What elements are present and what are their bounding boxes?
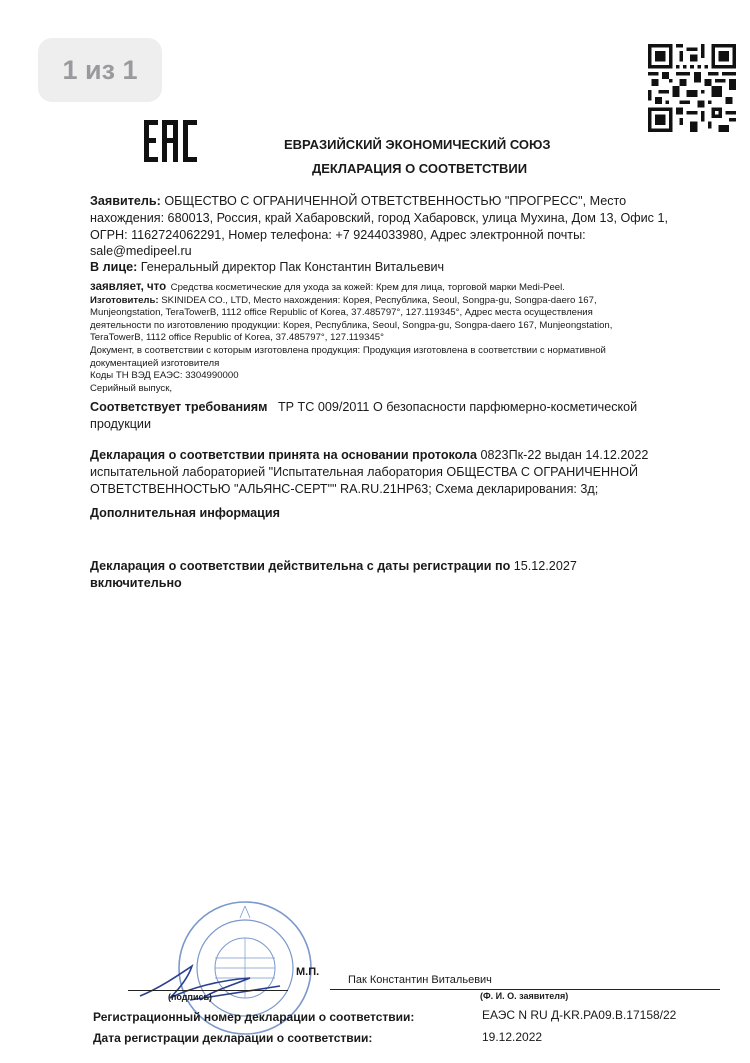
qr-code: [648, 44, 736, 132]
registration-number-label: Регистрационный номер декларации о соответствии:: [93, 1010, 415, 1024]
applicant-line: ОГРН: 1162724062291, Номер телефона: +7 9244033980, Адрес электронной почты:: [90, 227, 586, 242]
eac-logo: [142, 118, 200, 164]
document-title: ДЕКЛАРАЦИЯ О СООТВЕТСТВИИ: [312, 161, 528, 176]
conforms-block: [90, 399, 730, 433]
registration-number: ЕАЭС N RU Д-KR.PA09.B.17158/22: [482, 1008, 677, 1022]
manufacturer-label: Изготовитель:: [90, 294, 159, 306]
validity-label: Декларация о соответствии действительна с даты регистрации по: [90, 559, 511, 573]
name-caption: (Ф. И. О. заявителя): [480, 991, 569, 1001]
manufacturer-line: Munjeongstation, TeraTowerB, 1112 office Republic of Korea, 37.485797°, 127.119345°, Адрес места осуществления: [90, 307, 593, 319]
representative-text: Генеральный директор Пак Константин Витальевич: [140, 260, 445, 274]
applicant-name: Пак Константин Витальевич: [348, 974, 492, 986]
name-line: [330, 989, 720, 990]
manufacturer-line: деятельности по изготовлению продукции: Корея, Республика, Seoul, Songpa-gu, Songpa-daero 167, Munjeongstation,: [90, 319, 613, 331]
seal-place-label: М.П.: [296, 966, 320, 978]
basis-label: Декларация о соответствии принята на основании протокола: [90, 448, 478, 462]
validity-tail: включительно: [90, 575, 182, 590]
representative: [90, 259, 444, 276]
basis-block: [90, 447, 730, 497]
declares-label: заявляет, что: [90, 281, 167, 293]
declares-block: [90, 279, 730, 395]
signature-line: [128, 990, 288, 991]
registration-date: 19.12.2022: [482, 1030, 543, 1044]
applicant-label: Заявитель:: [90, 194, 161, 208]
manufacturer-line: SKINIDEA CO., LTD, Место нахождения: Корея, Республика, Seoul, Songpa-gu, Songpa-daero 167,: [161, 294, 597, 306]
conforms-standard: ТР ТС 009/2011 О безопасности парфюмерно-косметической: [277, 400, 638, 414]
union-title: ЕВРАЗИЙСКИЙ ЭКОНОМИЧЕСКИЙ СОЮЗ: [284, 137, 551, 152]
signature: [130, 958, 310, 1008]
registration-date-label: Дата регистрации декларации о соответствии:: [93, 1031, 373, 1045]
representative-label: В лице:: [90, 260, 138, 274]
applicant-line: нахождения: 680013, Россия, край Хабаровский, город Хабаровск, улица Мухина, Дом 13, Офис 1,: [90, 210, 668, 225]
basis-line: ОТВЕТСТВЕННОСТЬЮ "АЛЬЯНС-СЕРТ"" RA.RU.21НР63; Схема декларирования: 3д;: [90, 481, 599, 496]
conforms-label: Соответствует требованиям: [90, 400, 268, 414]
applicant-line: ОБЩЕСТВО С ОГРАНИЧЕННОЙ ОТВЕТСТВЕННОСТЬЮ "ПРОГРЕСС", Место: [164, 194, 627, 208]
signature-caption: (подпись): [168, 992, 213, 1002]
document-basis-line: Документ, в соответствии с которым изготовлена продукция: Продукция изготовлена в соответствии с нормативной: [90, 344, 606, 356]
applicant-block: [90, 193, 730, 260]
validity-date: 15.12.2027: [513, 559, 577, 573]
manufacturer-line: TeraTowerB, 1112 office Republic of Korea, 37.485797°, 127.119345°: [90, 332, 384, 344]
product-description: Средства косметические для ухода за кожей: Крем для лица, торговой марки Medi-Peel.: [170, 282, 565, 293]
validity-block: [90, 558, 730, 592]
basis-line: испытательной лабораторией "Испытательная лаборатория ОБЩЕСТВА С ОГРАНИЧЕННОЙ: [90, 464, 639, 479]
page-indicator: 1 из 1: [38, 38, 162, 102]
protocol-number: 0823Пк-22 выдан 14.12.2022: [480, 448, 649, 462]
additional-info-label: Дополнительная информация: [90, 506, 280, 520]
tnved-code: Коды ТН ВЭД ЕАЭС: 3304990000: [90, 370, 239, 382]
serial-release: Серийный выпуск,: [90, 382, 173, 394]
conforms-standard-cont: продукции: [90, 416, 151, 431]
applicant-email: sale@medipeel.ru: [90, 244, 192, 259]
document-basis-line: документацией изготовителя: [90, 357, 220, 369]
